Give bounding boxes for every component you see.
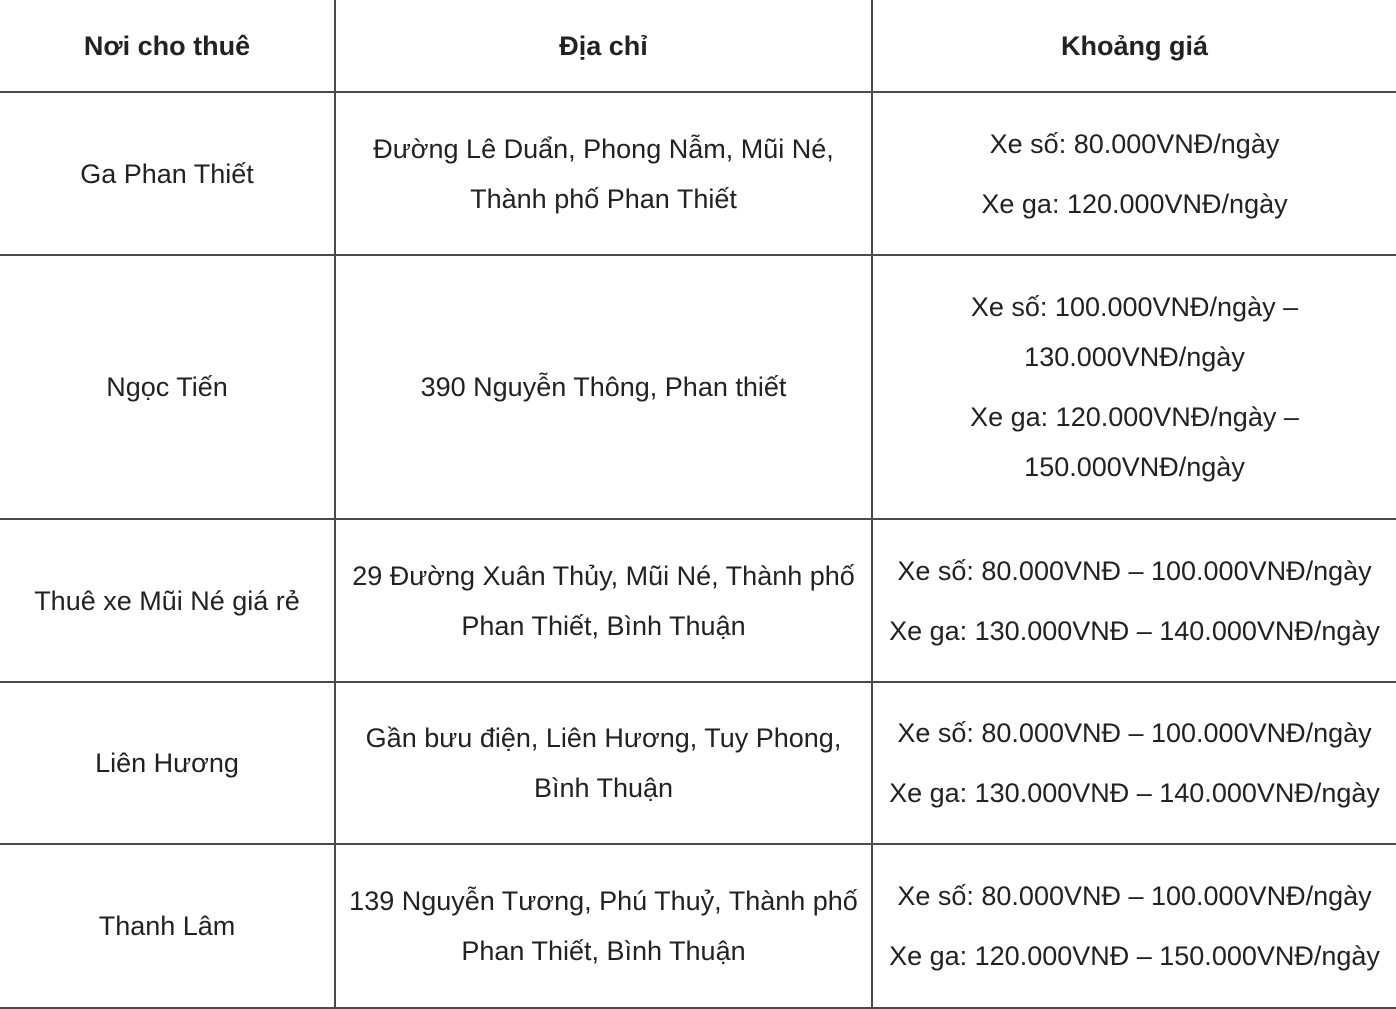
price-scooter: Xe ga: 130.000VNĐ – 140.000VNĐ/ngày [889,778,1380,808]
place-cell: Liên Hương [0,682,335,844]
address-line: 29 Đường Xuân Thủy, Mũi Né, Thành phố [352,560,855,591]
price-cell [872,844,1396,1008]
price-motorbike: Xe số: 100.000VNĐ/ngày – 130.000VNĐ/ngày [970,292,1299,372]
table-row [0,682,1396,844]
address-line: 390 Nguyễn Thông, Phan thiết [420,372,787,402]
address-cell [335,519,872,682]
table-row [0,255,1396,519]
address-line: Phan Thiết, Bình Thuận [461,936,746,966]
table-row [0,92,1396,255]
price-scooter: Xe ga: 130.000VNĐ – 140.000VNĐ/ngày [889,615,1380,646]
place-cell: Thanh Lâm [0,844,335,1008]
header-place: Nơi cho thuê [0,0,335,92]
price-cell [872,682,1396,844]
price-motorbike: Xe số: 80.000VNĐ – 100.000VNĐ/ngày [897,881,1372,911]
price-cell [872,255,1396,519]
price-scooter: Xe ga: 120.000VNĐ/ngày – 150.000VNĐ/ngày [970,402,1299,482]
table-row [0,844,1396,1008]
price-scooter: Xe ga: 120.000VNĐ – 150.000VNĐ/ngày [889,941,1380,971]
address-line: Thành phố Phan Thiết [470,183,737,214]
table-row [0,519,1396,682]
price-cell [872,92,1396,255]
place-cell: Thuê xe Mũi Né giá rẻ [0,519,335,682]
address-line: 139 Nguyễn Tương, Phú Thuỷ, Thành phố [349,886,858,916]
header-address: Địa chỉ [335,0,872,92]
address-line: Bình Thuận [533,773,674,803]
header-price: Khoảng giá [872,0,1396,92]
place-cell: Ga Phan Thiết [0,92,335,255]
address-cell [335,92,872,255]
address-line: Gần bưu điện, Liên Hương, Tuy Phong, [365,723,842,753]
header-row [0,0,1396,92]
address-cell [335,255,872,519]
price-motorbike: Xe số: 80.000VNĐ – 100.000VNĐ/ngày [897,718,1372,748]
address-cell [335,682,872,844]
price-motorbike: Xe số: 80.000VNĐ – 100.000VNĐ/ngày [897,555,1372,586]
price-cell [872,519,1396,682]
price-motorbike: Xe số: 80.000VNĐ/ngày [989,128,1280,159]
address-line: Phan Thiết, Bình Thuận [461,610,746,641]
place-cell: Ngọc Tiến [0,255,335,519]
address-line: Đường Lê Duẩn, Phong Nẫm, Mũi Né, [373,133,834,164]
price-scooter: Xe ga: 120.000VNĐ/ngày [981,188,1288,219]
address-cell [335,844,872,1008]
